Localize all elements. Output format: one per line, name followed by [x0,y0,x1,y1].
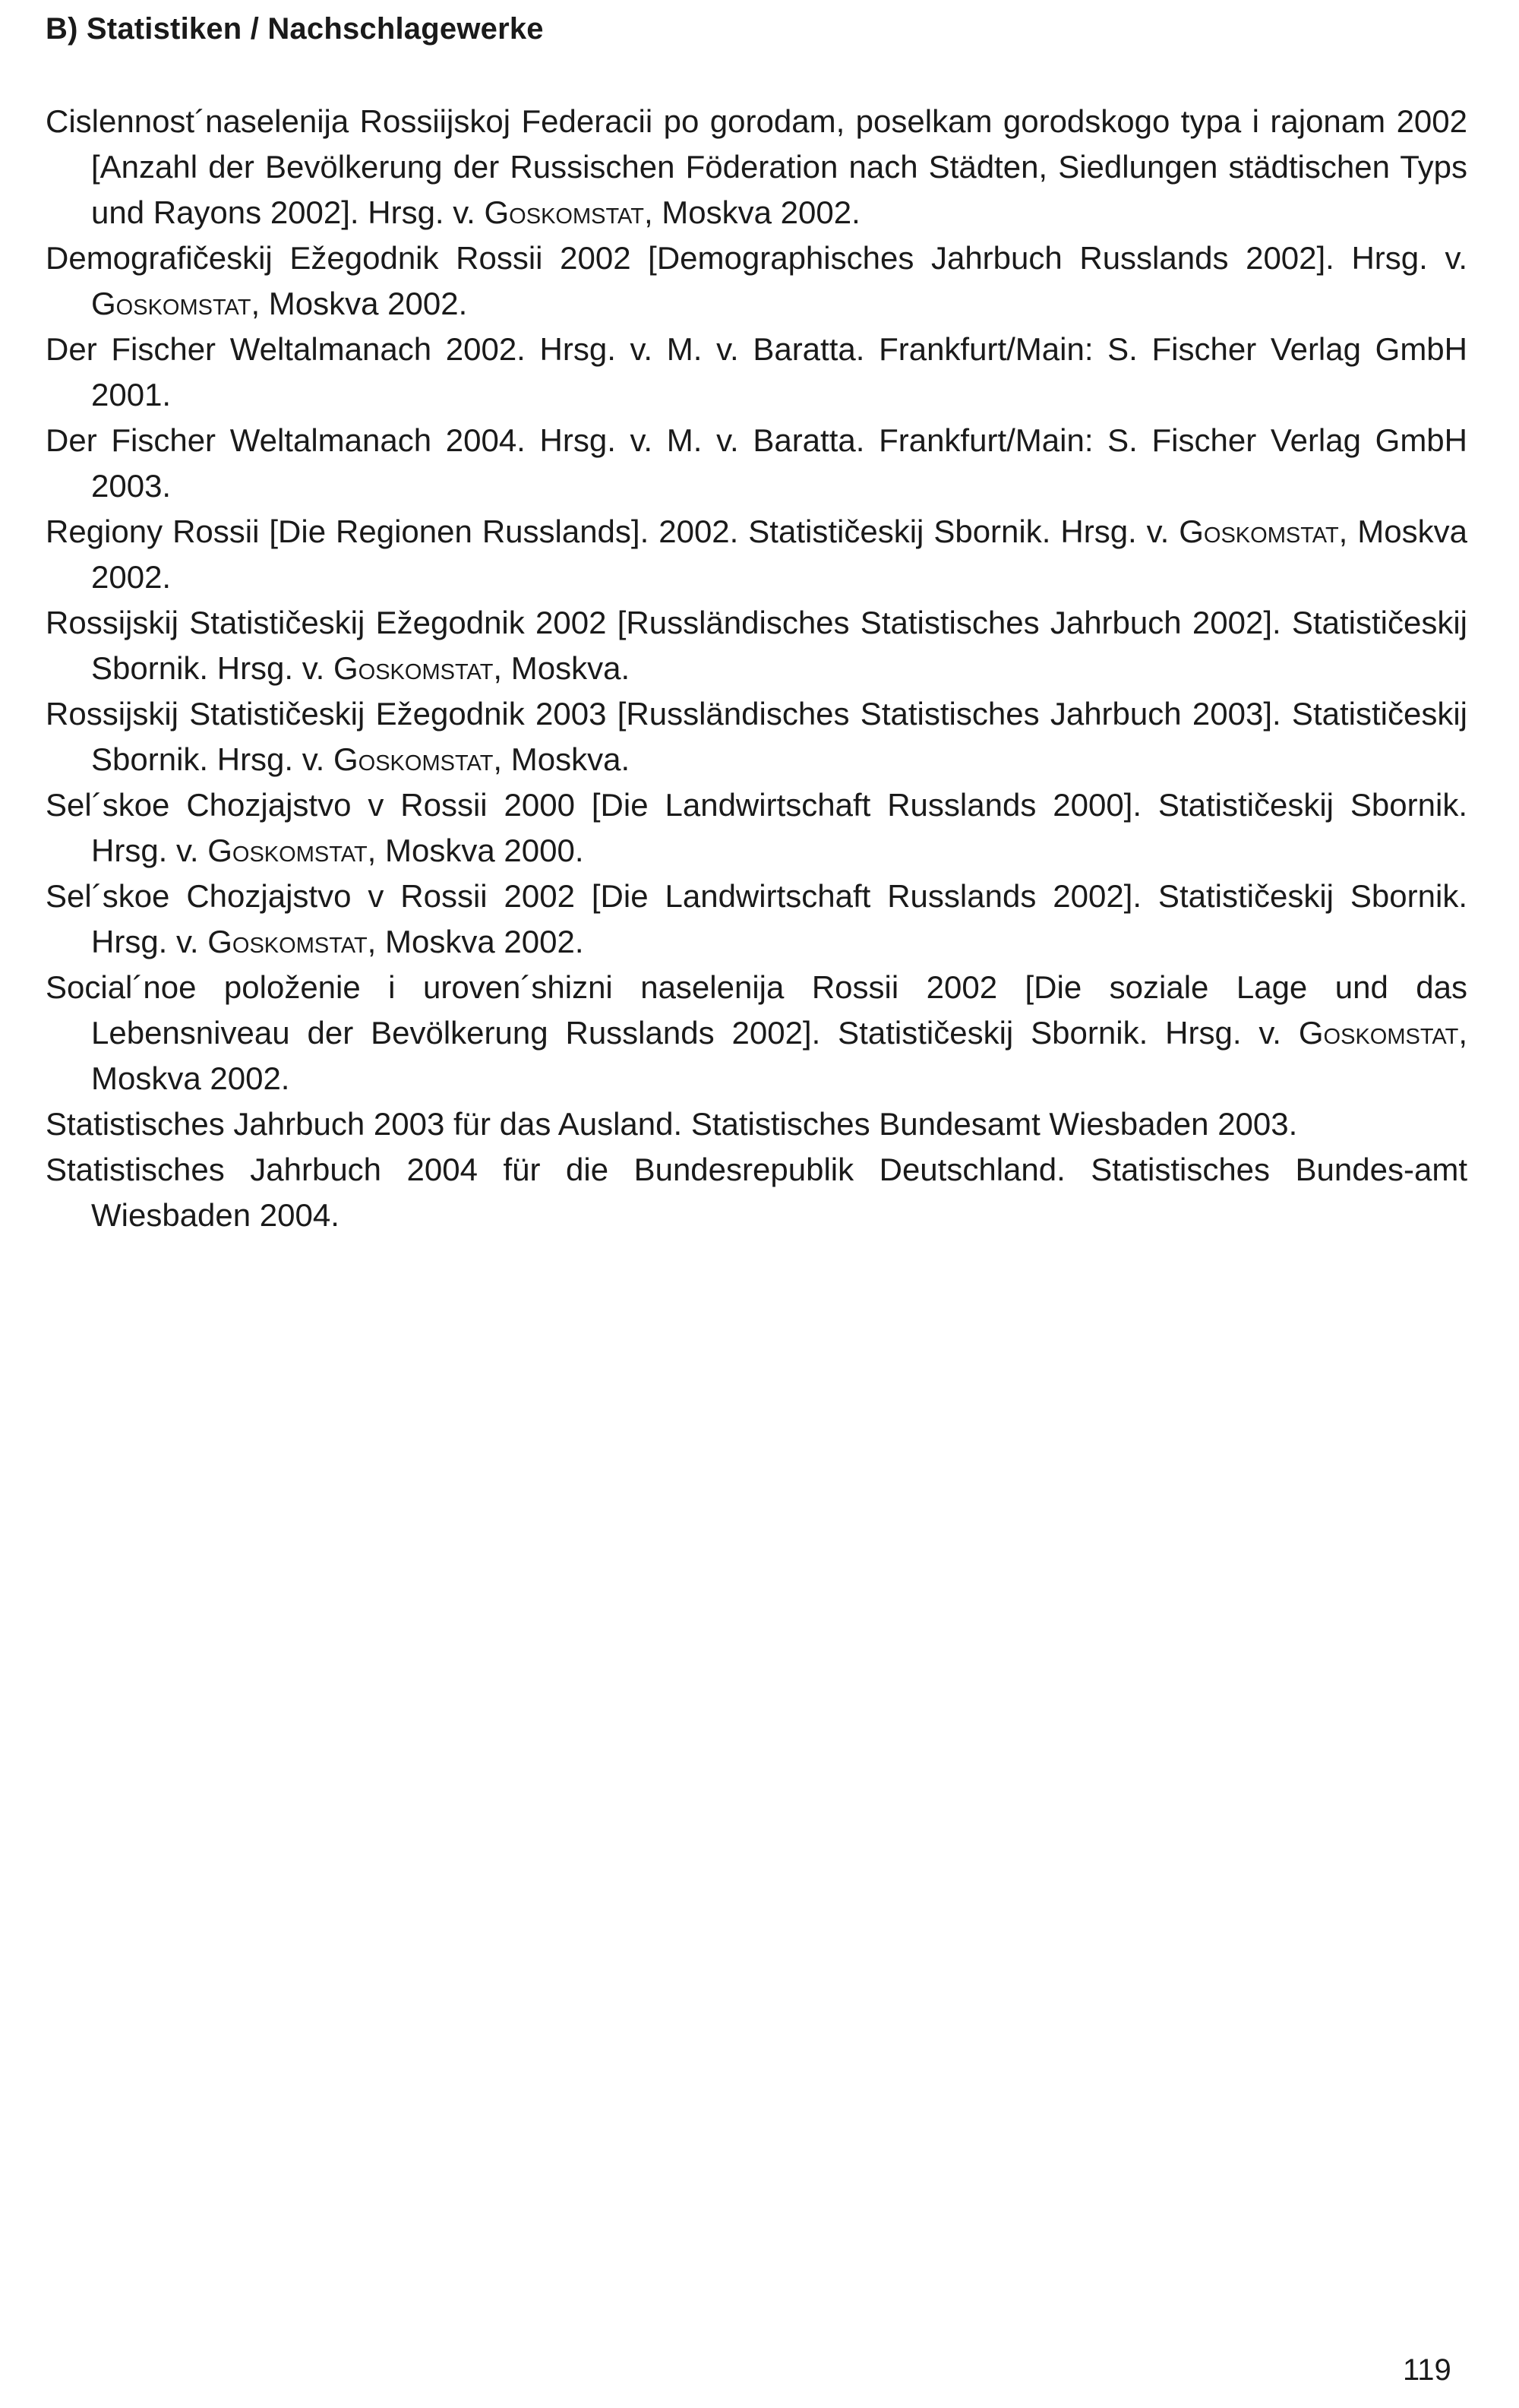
reference-text-end: , Moskva. [493,650,630,686]
reference-item [46,509,1467,600]
reference-item [46,691,1467,782]
reference-item [46,600,1467,691]
reference-item [46,874,1467,965]
publisher-name: Goskomstat [207,924,368,959]
publisher-name: Goskomstat [1298,1015,1459,1051]
reference-text-end: , Moskva 2002. [643,194,861,230]
reference-text: Statistisches Jahrbuch 2003 für das Ausland. Statistisches Bundesamt Wiesbaden 2003. [46,1106,1298,1142]
reference-text: Sel´skoe Chozjajstvo v Rossii 2002 [Die Landwirtschaft Russlands 2002]. Statističeskij Sbornik. Hrsg. v. [46,878,1467,959]
reference-text: Rossijskij Statističeskij Ežegodnik 2002 [Russländisches Statistisches Jahrbuch 2002]. Statističeskij Sbornik. Hrsg. v. [46,605,1467,686]
reference-text-end: , Moskva 2002. [91,514,1467,595]
reference-item [46,418,1467,509]
publisher-name: Goskomstat [207,833,368,868]
reference-item [46,1101,1467,1147]
reference-text: Demografičeskij Ežegodnik Rossii 2002 [Demographisches Jahrbuch Russlands 2002]. Hrsg. v. [46,240,1467,276]
reference-text: Sel´skoe Chozjajstvo v Rossii 2000 [Die Landwirtschaft Russlands 2000]. Statističeskij Sbornik. Hrsg. v. [46,787,1467,868]
reference-item [46,1147,1467,1238]
reference-text-end: , Moskva 2002. [251,286,468,321]
publisher-name: Goskomstat [91,286,251,321]
publisher-name: Goskomstat [333,650,494,686]
publisher-name: Goskomstat [1179,514,1339,549]
reference-list [46,99,1467,1238]
reference-item [46,99,1467,235]
reference-text: Social´noe položenie i uroven´shizni naselenija Rossii 2002 [Die soziale Lage und das Lebensniveau der Bevölkerung Russlands 2002]. Statističeskij Sbornik. Hrsg. v. [46,969,1467,1051]
reference-item [46,782,1467,874]
reference-text: Der Fischer Weltalmanach 2002. Hrsg. v. M. v. Baratta. Frankfurt/Main: S. Fischer Verlag GmbH 2001. [46,331,1467,412]
reference-text: Rossijskij Statističeskij Ežegodnik 2003 [Russländisches Statistisches Jahrbuch 2003]. Statističeskij Sbornik. Hrsg. v. [46,696,1467,777]
page-number: 119 [1403,2353,1451,2387]
reference-text-end: , Moskva 2002. [367,924,584,959]
reference-text-end: , Moskva. [493,741,630,777]
section-heading: B) Statistiken / Nachschlagewerke [46,12,544,46]
reference-text-end: , Moskva 2000. [367,833,584,868]
reference-item [46,327,1467,418]
reference-text-end: , Moskva 2002. [91,1015,1467,1096]
reference-text: Statistisches Jahrbuch 2004 für die Bundesrepublik Deutschland. Statistisches Bundes-amt Wiesbaden 2004. [46,1152,1467,1233]
reference-text: Der Fischer Weltalmanach 2004. Hrsg. v. M. v. Baratta. Frankfurt/Main: S. Fischer Verlag GmbH 2003. [46,422,1467,504]
reference-text: Regiony Rossii [Die Regionen Russlands]. 2002. Statističeskij Sbornik. Hrsg. v. [46,514,1180,549]
document-page [46,11,1467,1238]
reference-item [46,235,1467,327]
reference-text: Cislennost´naselenija Rossiijskoj Federacii po gorodam, poselkam gorodskogo typa i rajonam 2002 [Anzahl der Bevölkerung der Russischen Föderation nach Städten, Siedlungen städtischen Typs und Rayons 2002]. Hrsg. v. [46,103,1467,230]
publisher-name: Goskomstat [333,741,494,777]
reference-item [46,965,1467,1101]
publisher-name: Goskomstat [484,194,644,230]
